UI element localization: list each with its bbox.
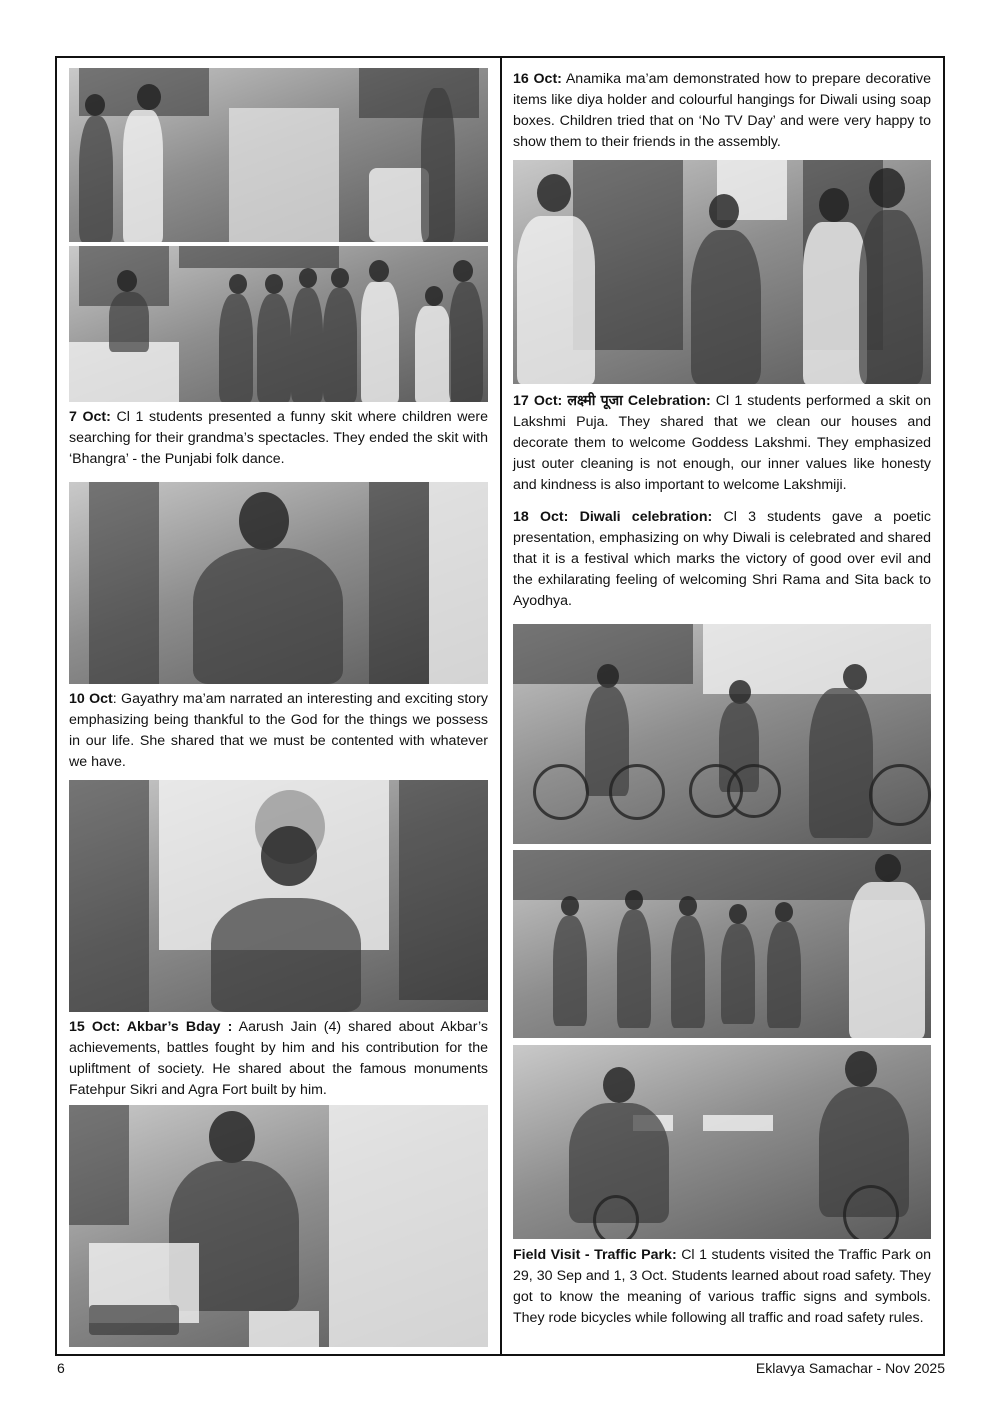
caption-traffic-park-text: Cl 1 students visited the Traffic Park on 29, 30 Sep and 1, 3 Oct. Students learned about road safety. They got to know the meaning of various traffic signs and symbols. They rode bicycles while following all traffic and road safety rules. bbox=[513, 1247, 931, 1326]
caption-18-oct bbox=[513, 507, 931, 612]
caption-17-oct-heading: 17 Oct: लक्ष्मी पूजा Celebration: bbox=[513, 393, 711, 409]
caption-15-oct-text: Aarush Jain (4) shared about Akbar’s achievements, battles fought by him and his contribution for the upliftment of society. He shared about the famous monuments Fatehpur Sikri and Agra Fort built by him. bbox=[69, 1019, 488, 1098]
caption-16-oct-heading: 16 Oct: bbox=[513, 71, 562, 87]
caption-17-oct bbox=[513, 391, 931, 496]
caption-traffic-park-heading: Field Visit - Traffic Park: bbox=[513, 1247, 677, 1263]
caption-17-oct-text: Cl 1 students performed a skit on Lakshmi Puja. They shared that we clean our houses and decorate them to welcome Goddess Lakshmi. They emphasized just outer cleaning is not enough, our inner values like honesty and kindness is also important to welcome Lakshmiji. bbox=[513, 393, 931, 493]
caption-traffic-park bbox=[513, 1245, 931, 1329]
caption-18-oct-text: Cl 3 students gave a poetic presentation, emphasizing on why Diwali is celebrated and shared that it is a festival which marks the victory of good over evil and the exhilarating feeling of welcoming Shri Rama and Sita back to Ayodhya. bbox=[513, 509, 931, 609]
caption-10-oct bbox=[69, 689, 488, 773]
craft-demo-photo bbox=[69, 1105, 488, 1347]
caption-10-oct-heading: 10 Oct bbox=[69, 691, 113, 707]
caption-7-oct-text: Cl 1 students presented a funny skit where children were searching for their grandma’s spectacles. They ended the skit with ‘Bhangra’ - the Punjabi folk dance. bbox=[69, 409, 488, 467]
akbar-photo bbox=[69, 780, 488, 1012]
caption-7-oct bbox=[69, 407, 488, 470]
caption-16-oct-text: Anamika ma’am demonstrated how to prepare decorative items like diya holder and colourful hangings for Diwali using soap boxes. Children tried that on ‘No TV Day’ and were very happy to show them to their friends in the assembly. bbox=[513, 71, 931, 150]
skit-grandma-photo bbox=[69, 68, 488, 242]
caption-7-oct-heading: 7 Oct: bbox=[69, 409, 111, 425]
caption-18-oct-heading: 18 Oct: Diwali celebration: bbox=[513, 509, 713, 525]
traffic-park-group-photo bbox=[513, 850, 931, 1038]
caption-16-oct bbox=[513, 69, 931, 153]
storytelling-photo bbox=[69, 482, 488, 684]
caption-15-oct bbox=[69, 1017, 488, 1101]
traffic-park-bicycles-photo bbox=[513, 624, 931, 844]
column-divider bbox=[500, 56, 502, 1356]
publication-name: Eklavya Samachar - Nov 2025 bbox=[755, 1360, 945, 1376]
bhangra-photo bbox=[69, 246, 488, 402]
lakshmi-puja-skit-photo bbox=[513, 160, 931, 384]
caption-15-oct-heading: 15 Oct: Akbar’s Bday : bbox=[69, 1019, 233, 1035]
caption-10-oct-text: : Gayathry ma’am narrated an interesting and exciting story emphasizing being thankful to the God for the things we possess in our life. She shared that we must be contented with whatever we have. bbox=[69, 691, 489, 770]
traffic-park-riding-photo bbox=[513, 1045, 931, 1239]
page-number: 6 bbox=[57, 1360, 65, 1376]
